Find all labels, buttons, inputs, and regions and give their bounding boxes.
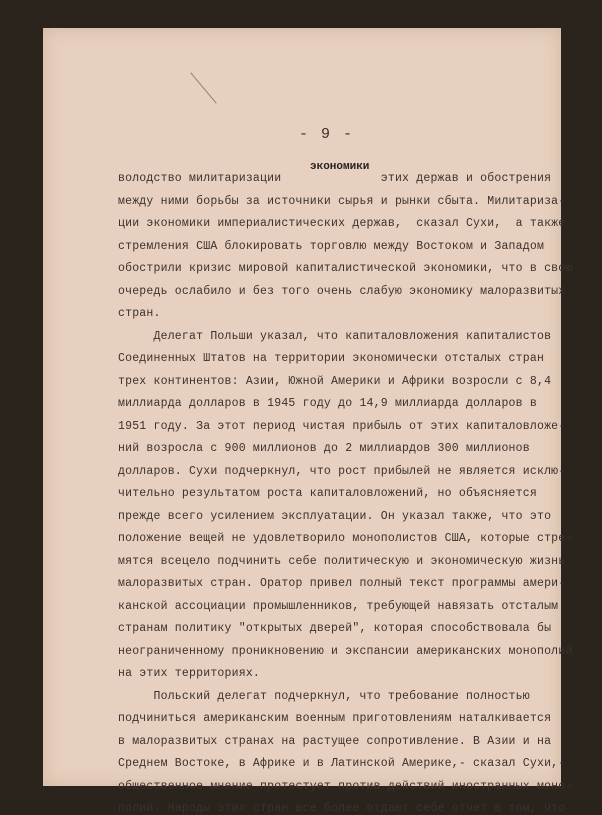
text-line: миллиарда долларов в 1945 году до 14,9 миллиарда долларов в (118, 397, 537, 410)
text-line: канской ассоциации промышленников, требующей навязать отсталым (118, 599, 559, 613)
text-line: стран. (118, 307, 161, 320)
text-line: ний возросла с 900 миллионов до 2 миллиардов 300 миллионов (118, 442, 530, 455)
text-line: в малоразвитых странах на растущее сопротивление. В Азии и на (118, 734, 552, 748)
text-line: полий. Народы этих стран все более отдают себе отчет в том, что (118, 802, 566, 815)
pencil-mark (190, 72, 216, 103)
text-line: между ними борьбы за источники сырья и рынки сбыта. Милитариза- (118, 194, 566, 208)
page-number: - 9 - (299, 126, 355, 143)
text-line: трех континентов: Азии, Южной Америки и Африки возросли с 8,4 (118, 374, 552, 388)
text-line: 1951 году. За этот период чистая прибыль от этих капиталовложе- (118, 419, 566, 433)
text-line: долларов. Сухи подчеркнул, что рост прибылей не является исклю- (118, 464, 566, 478)
overstrike-word: экономики (310, 161, 370, 173)
text-line: положение вещей не удовлетворило монополистов США, которые стре- (118, 532, 573, 545)
text-line: чительно результатом роста капиталовложений, но объясняется (118, 487, 537, 500)
text-line: Соединенных Штатов на территории экономически отсталых стран (118, 352, 545, 365)
text-line: очередь ослабило и без того очень слабую экономику малоразвитых (118, 284, 566, 298)
text-line: мятся всецело подчинить себе политическую и экономическую жизнь (118, 554, 566, 568)
text-line: подчиниться американским военным приготовлениям наталкивается (118, 712, 552, 725)
text-line: прежде всего усилением эксплуатации. Он указал также, что это (118, 509, 552, 523)
text-line: на этих территориях. (118, 667, 261, 680)
text-line: неограниченному проникновению и экспансии американских монополий (118, 644, 573, 658)
text-line: общественное мнение протестует против действий иностранных моно- (118, 779, 573, 793)
text-line: малоразвитых стран. Оратор привел полный текст программы амери- (118, 577, 566, 590)
text-line: обострили кризис мировой капиталистической экономики, что в свою (118, 262, 573, 275)
document-page (43, 28, 573, 815)
text-line: стремления США блокировать торговлю между Востоком и Западом (118, 239, 545, 253)
text-line: странам политику "открытых дверей", которая способствовала бы (118, 622, 552, 635)
text-line: Делегат Польши указал, что капиталовложения капиталистов (118, 329, 552, 343)
text-line: володство милитаризации этих держав и обострения (118, 172, 552, 185)
text-line: Польский делегат подчеркнул, что требование полностью (118, 689, 530, 703)
text-line: ции экономики империалистических держав, сказал Сухи, а также (118, 217, 566, 230)
text-line: Среднем Востоке, в Африке и в Латинской Америке,- сказал Сухи,- (118, 757, 566, 770)
